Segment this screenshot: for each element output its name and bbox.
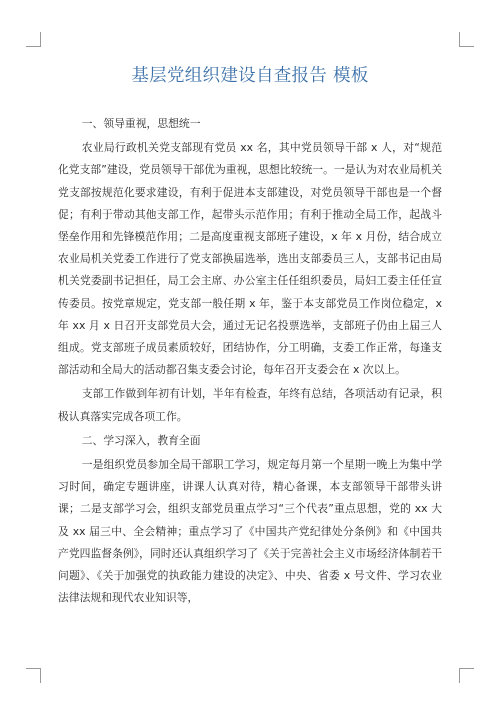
section-heading: 二、学习深入，教育全面 <box>81 433 201 447</box>
body-paragraph: 农业局行政机关党支部现有党员 xx 名，其中党员领导干部 x 人，对“规范化党支部”建设，党员领导干部优为重视，思想比较统一。一是认为对农业局机关党支部按规范化要求建设，有利于促进本支部建设，对党员领导干部也是一个督促；有利于带动其他支部工作，起带头示范作用；有利于推动全局工作，起战斗堡垒作用和先锋模范作用；二是高度重视支部班子建设，x 年 x 月份，结合成立农业局机关党委工作进行了党支部换届选举，选出支部委员三人，支部书记由局机关党委副书记担任，局工会主席、办公室主任任组织委员，局妇工委主任任宣传委员。按党章规定，党支部一般任期 x 年，鉴于本支部党员工作岗位稳定，x 年 xx 月 x 日召开支部党员大会，通过无记名投票选举，支部班子仍由上届三人组成。党支部班子成员素质较好，团结协作，分工明确，支委工作正常，每逢支部活动和全局大的活动都召集支委会讨论，每年召开支委会在 x 次以上。 <box>58 141 442 377</box>
document-title: 基层党组织建设自查报告 模板 <box>131 66 369 86</box>
crop-mark-bottom-left <box>26 668 41 683</box>
body-paragraph: 一是组织党员参加全局干部职工学习，规定每月第一个星期一晚上为集中学习时间，确定专题讲座，讲课人认真对待，精心备课，本支部领导干部带头讲课；二是支部学习会，组织支部党员重点学习“三个代表”重点思想，党的 xx 大及 xx 届三中、全会精神；重点学习了《中国共产党纪律处分条例》和《中国共产党四监督条例》，同时还认真组织学习了《关于完善社会主义市场经济体制若干问题》、《关于加强党的执政能力建设的决定》、中央、省委 x 号文件、学习农业法律法规和现代农业知识等， <box>58 458 442 605</box>
crop-mark-top-left <box>26 32 41 47</box>
crop-mark-bottom-right <box>459 668 474 683</box>
crop-mark-top-right <box>459 32 474 47</box>
section-heading: 一、领导重视，思想统一 <box>81 117 201 130</box>
document-body <box>58 113 442 611</box>
body-paragraph: 支部工作做到年初有计划，半年有检查，年终有总结，各项活动有记录，积极认真落实完成各项工作。 <box>58 387 442 423</box>
